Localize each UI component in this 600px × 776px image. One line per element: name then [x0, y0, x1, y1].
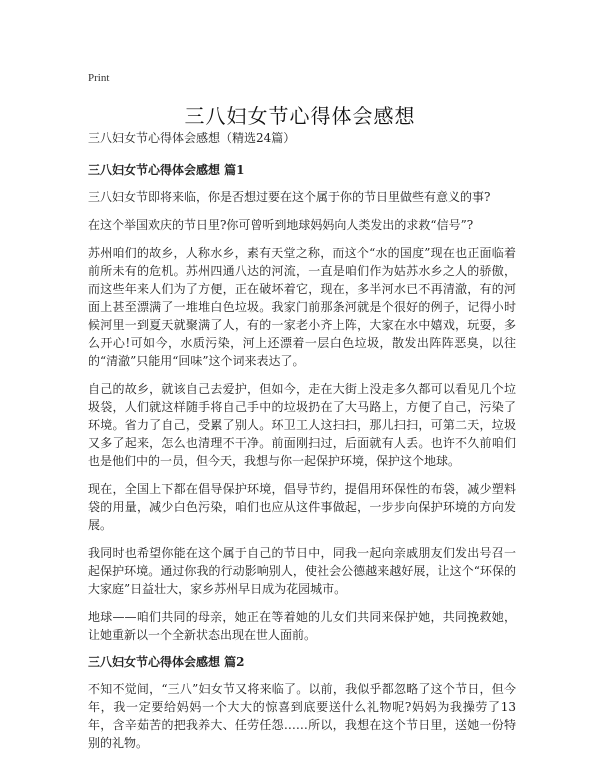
paragraph: 我同时也希望你能在这个属于自己的节日中，同我一起向亲戚朋友们发出号召一起保护环境。通过你我的行动影响别人，使社会公德越来越好展，让这个“环保的大家庭”日益壮大，家乡苏州早日成为花园城市。 — [88, 546, 516, 596]
paragraph: 地球——咱们共同的母亲，她正在等着她的儿女们共同来保护她，共同挽救她，让她重新以一个全新状态出现在世人面前。 — [88, 610, 516, 642]
section-heading-1: 三八妇女节心得体会感想 篇1 — [88, 163, 245, 177]
paragraph: 自己的故乡，就该自己去爱护，但如今，走在大街上没走多久都可以看见几个垃圾袋，人们就这样随手将自己手中的垃圾扔在了大马路上，方便了自己，污染了环境。省力了自己，受累了别人。环卫工人这扫扫，那儿扫扫，可第二天，垃圾又多了起来，怎么也清理不干净。前面刚扫过，后面就有人丢。也许不久前咱们也是他们中的一员，但今天，我想与你一起保护环境，保护这个地球。 — [88, 382, 516, 468]
paragraph: 现在，全国上下都在倡导保护环境，倡导节约，提倡用环保性的布袋，减少塑料袋的用量，减少白色污染，咱们也应从这件事做起，一步步向保护环境的方向发展。 — [88, 482, 516, 532]
print-label[interactable]: Print — [88, 72, 110, 84]
section-heading-2: 三八妇女节心得体会感想 篇2 — [88, 655, 245, 669]
paragraph: 不知不觉间，“三八”妇女节又将来临了。以前，我似乎都忽略了这个节日，但今年，我一定要给妈妈一个大大的惊喜到底要送什么礼物呢?妈妈为我操劳了13年，含辛茹苦的把我养大、任劳任怨……所以，我想在这个节日里，送她一份特别的礼物。 — [88, 682, 516, 750]
paragraph: 在这个举国欢庆的节日里?你可曾听到地球妈妈向人类发出的求救“信号”? — [88, 218, 474, 232]
paragraph: 三八妇女节即将来临，你是否想过要在这个属于你的节日里做些有意义的事? — [88, 190, 491, 204]
paragraph: 苏州咱们的故乡，人称水乡，素有天堂之称，而这个“水的国度”现在也正面临着前所未有的危机。苏州四通八达的河流，一直是咱们作为姑苏水乡之人的骄傲，而这些年来人们为了方便，正在破坏着它，现在，多半河水已不再清澈，有的河面上甚至漂满了一堆堆白色垃圾。我家门前那条河就是个很好的例子，记得小时候河里一到夏天就聚满了人，有的一家老小齐上阵，大家在水中嬉戏，玩耍，多么开心!可如今，水质污染，河上还漂着一层白色垃圾，散发出阵阵恶臭，以往的“清澈”只能用“回味”这个词来表达了。 — [88, 246, 516, 368]
document-body — [88, 130, 516, 762]
document-subtitle: 三八妇女节心得体会感想（精选24篇） — [88, 131, 296, 145]
document-title: 三八妇女节心得体会感想 — [184, 104, 416, 128]
